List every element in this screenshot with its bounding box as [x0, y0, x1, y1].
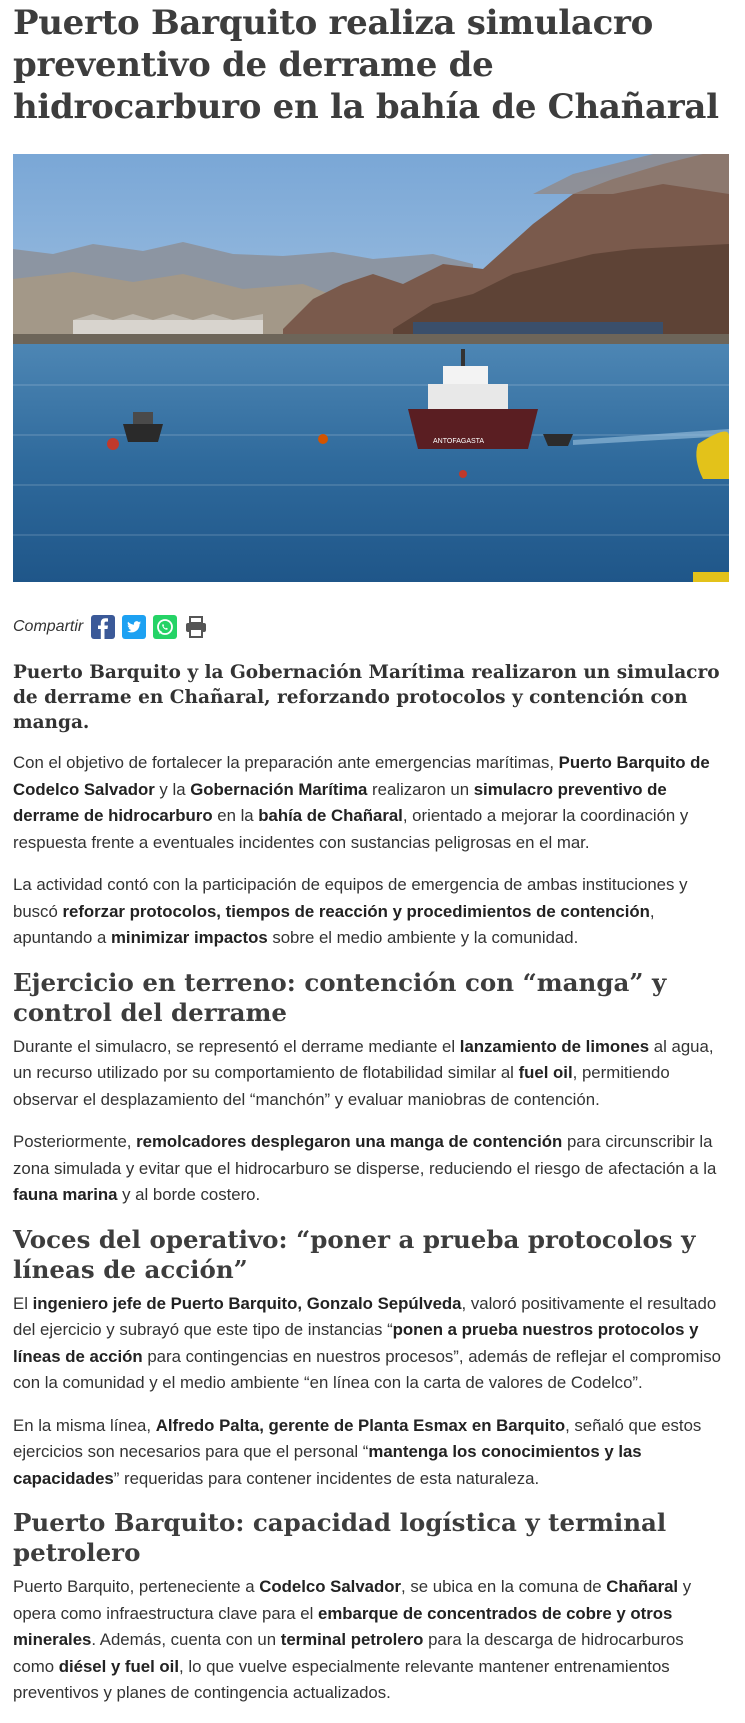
- paragraph-6: En la misma línea, Alfredo Palta, gerente de Planta Esmax en Barquito, señaló que estos ejercicios son necesarios para que el personal “mantenga los conocimientos y las capacidades” requeridas para contener incidentes de esta naturaleza.: [13, 1415, 702, 1488]
- paragraph-5: El ingeniero jefe de Puerto Barquito, Gonzalo Sepúlveda, valoró positivamente el resultado del ejercicio y subrayó que este tipo de instancias “ponen a prueba nuestros protocolos y líneas de acción para contingencias en nuestros procesos”, además de reflejar el compromiso con la comunidad y el medio ambiente “en línea con la carta de valores de Codelco”.: [13, 1293, 721, 1392]
- paragraph-1: Con el objetivo de fortalecer la preparación ante emergencias marítimas, Puerto Barquito de Codelco Salvador y la Gobernación Marítima realizaron un simulacro preventivo de derrame de hidrocarburo en la bahía de Chañaral, orientado a mejorar la coordinación y respuesta frente a eventuales incidentes con sustancias peligrosas en el mar.: [13, 753, 710, 852]
- share-label: Compartir: [13, 618, 84, 635]
- twitter-icon[interactable]: [122, 615, 146, 639]
- section-heading-ejercicio: Ejercicio en terreno: contención con “manga” y control del derrame: [13, 967, 667, 1027]
- paragraph-2: La actividad contó con la participación de equipos de emergencia de ambas instituciones y buscó reforzar protocolos, tiempos de reacción y procedimientos de contención, apuntando a minimizar impactos sobre el medio ambiente y la comunidad.: [13, 875, 688, 947]
- paragraph-3: Durante el simulacro, se representó el derrame mediante el lanzamiento de limones al agua, un recurso utilizado por su comportamiento de flotabilidad similar al fuel oil, permitiendo observar el desplazamiento del “manchón” y evaluar maniobras de contención.: [13, 1036, 714, 1109]
- whatsapp-icon[interactable]: [153, 615, 177, 639]
- harbor-photo-icon: [13, 154, 729, 582]
- print-icon[interactable]: [184, 615, 208, 639]
- section-heading-voces: Voces del operativo: “poner a prueba protocolos y líneas de acción”: [13, 1224, 696, 1284]
- paragraph-4: Posteriormente, remolcadores desplegaron una manga de contención para circunscribir la zona simulada y evitar que el hidrocarburo se disperse, reduciendo el riesgo de afectación a la fauna marina y al borde costero.: [13, 1132, 717, 1204]
- article-body: [13, 660, 729, 1723]
- share-bar: [13, 612, 215, 642]
- paragraph-7: Puerto Barquito, perteneciente a Codelco Salvador, se ubica en la comuna de Chañaral y opera como infraestructura clave para el embarque de concentrados de cobre y otros minerales. Además, cuenta con un terminal petrolero para la descarga de hidrocarburos como diésel y fuel oil, lo que vuelve especialmente relevante mantener entrenamientos preventivos y planes de contingencia actualizados.: [13, 1577, 692, 1702]
- article-lead: Puerto Barquito y la Gobernación Marítima realizaron un simulacro de derrame en Chañaral, reforzando protocolos y contención con manga.: [13, 662, 720, 733]
- boat-label: ANTOFAGASTA: [433, 438, 485, 445]
- section-heading-capacidad: Puerto Barquito: capacidad logística y terminal petrolero: [13, 1508, 667, 1567]
- hero-image: [13, 154, 729, 582]
- facebook-icon[interactable]: [91, 615, 115, 639]
- article-headline: Puerto Barquito realiza simulacro preventivo de derrame de hidrocarburo en la bahía de Chañaral: [13, 3, 719, 127]
- article: [13, 0, 729, 1702]
